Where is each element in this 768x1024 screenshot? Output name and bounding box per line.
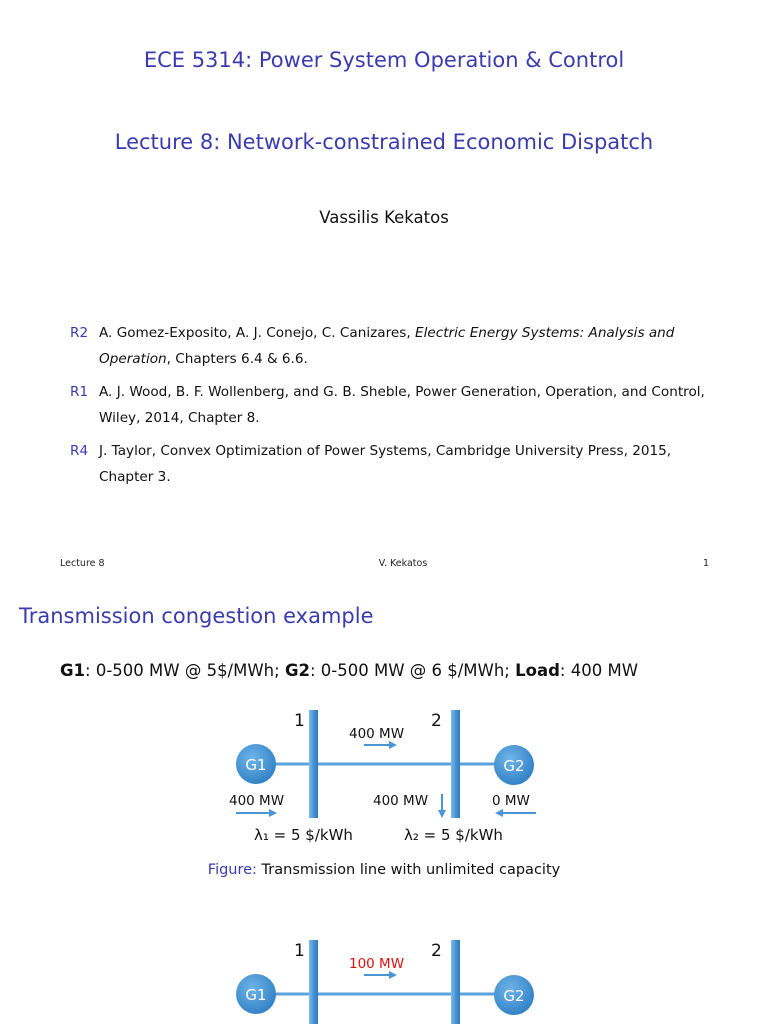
reference-text: A. Gomez-Exposito, A. J. Conejo, C. Canizares, [99,325,415,341]
lambda-1: λ₁ = 5 $/kWh [254,826,353,844]
flow-arrow-head [389,741,397,749]
footer-page-number: 1 [703,558,710,569]
reference-text: J. Taylor, Convex Optimization of Power Systems, Cambridge University Press, 2015, Chapter 3. [99,443,672,485]
figure-caption [0,862,768,878]
network-diagram-unlimited [0,700,768,850]
flow-arrow-head [389,971,397,979]
load-spec: : 400 MW [559,661,639,680]
footer-lecture: Lecture 8 [60,558,105,569]
bus-1-label: 1 [294,941,305,961]
reference-chapters: , Chapters 6.4 & 6.6. [166,351,308,367]
line-flow-label: 100 MW [349,956,405,972]
network-diagram-congested [0,930,768,1024]
bus-2 [451,940,460,1024]
reference-tag: R1 [70,384,89,400]
slide-title: Transmission congestion example [19,604,374,628]
bus-2-label: 2 [431,941,442,961]
author: Vassilis Kekatos [319,208,449,227]
load-arrow-head [438,810,446,818]
g1-output-arrow-head [269,809,277,817]
load-label: Load [515,661,560,680]
reference-book-title: Electric Energy Systems: Analysis and Operation [99,325,675,367]
g2-output-arrow-head [495,809,503,817]
footer-author: V. Kekatos [378,558,428,569]
g2-circle-label: G2 [503,757,525,775]
g2-output-label: 0 MW [492,793,530,809]
congestion-slide [0,582,768,1024]
reference-text: A. J. Wood, B. F. Wollenberg, and G. B. Sheble, Power Generation, Operation, and Control, Wiley, 2014, Chapter 8. [99,384,705,426]
reference-r1 [70,379,720,431]
g2-spec: : 0-500 MW @ 6 $/MWh; [309,661,516,680]
lambda-2: λ₂ = 5 $/kWh [404,826,503,844]
g1-output-label: 400 MW [229,793,285,809]
g1-circle-label: G1 [245,756,267,774]
reference-tag: R4 [70,443,89,459]
line-flow-label: 400 MW [349,726,405,742]
generator-specs [60,661,638,680]
g2-circle-label: G2 [503,987,525,1005]
load-label: 400 MW [373,793,429,809]
bus-1 [309,710,318,818]
reference-r2 [70,320,720,372]
caption-text: Transmission line with unlimited capacity [256,862,561,878]
bus-1 [309,940,318,1024]
reference-tag: R2 [70,325,89,341]
g1-spec: : 0-500 MW @ 5$/MWh; [85,661,285,680]
course-title: ECE 5314: Power System Operation & Control [143,48,625,72]
bus-2 [451,710,460,818]
bus-1-label: 1 [294,711,305,731]
bus-2-label: 2 [431,711,442,731]
caption-label: Figure: [207,862,257,878]
g1-circle-label: G1 [245,986,267,1004]
g1-label: G1 [60,661,86,680]
reference-r4 [70,438,720,490]
g2-label: G2 [284,661,310,680]
lecture-title: Lecture 8: Network-constrained Economic Dispatch [114,130,654,154]
